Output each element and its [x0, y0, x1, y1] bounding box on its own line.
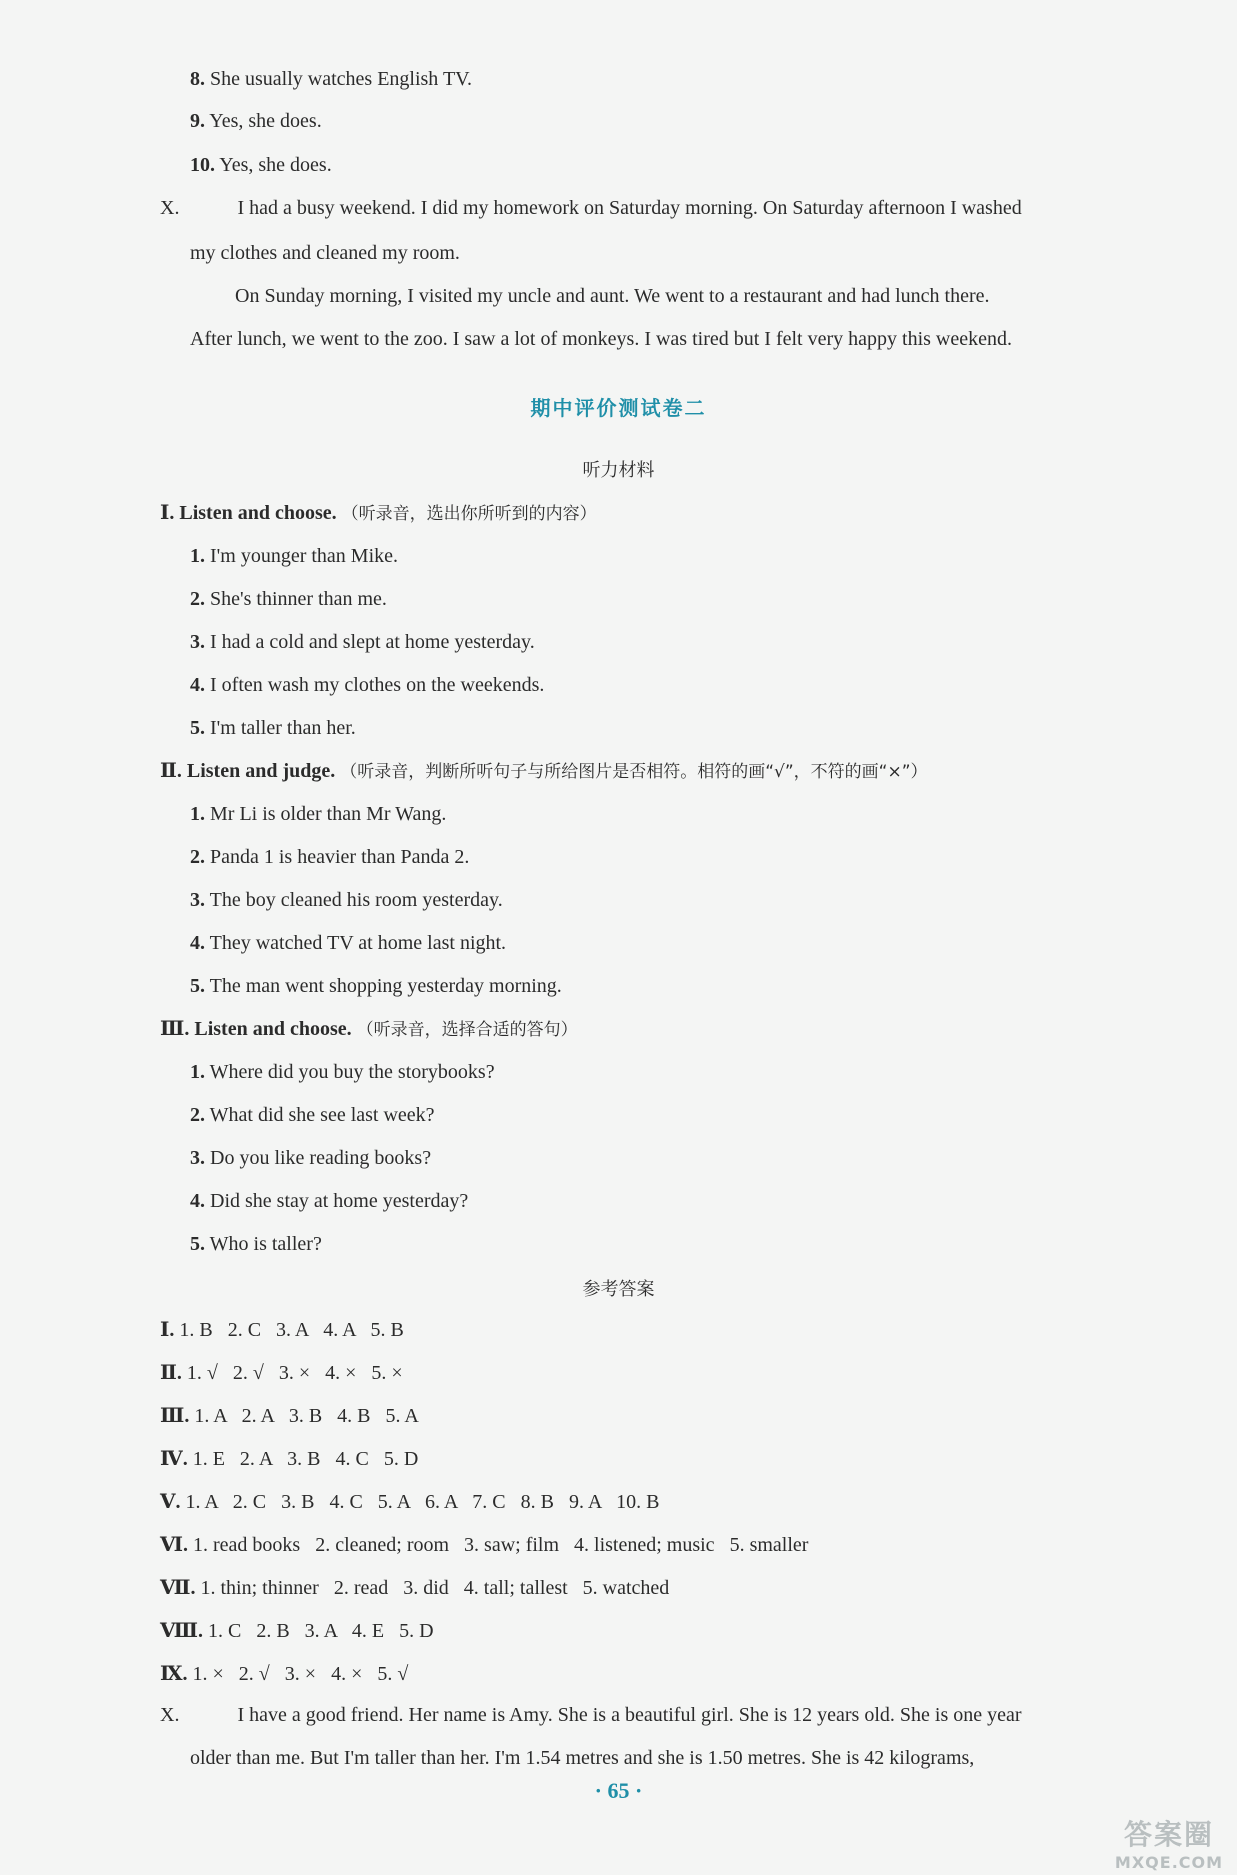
composition-text: my clothes and cleaned my room.	[190, 242, 460, 264]
section-x-composition-2-line1	[160, 1702, 1022, 1728]
composition-text: I had a busy weekend. I did my homework on Saturday morning. On Saturday afternoon I washed	[237, 197, 1022, 219]
section-x-composition-1-line1	[160, 195, 1022, 221]
part1-header	[160, 500, 597, 527]
part1-item	[190, 586, 387, 612]
item-text: They watched TV at home last night.	[209, 932, 507, 954]
test-title: 期中评价测试卷二	[530, 396, 707, 420]
section-x-composition-2-line2	[190, 1745, 974, 1771]
part1-item	[190, 629, 535, 655]
section-mark: Ⅸ.	[160, 1663, 188, 1685]
part3-item	[190, 1059, 495, 1085]
item-number: 5.	[190, 717, 205, 739]
answer-row	[160, 1446, 418, 1472]
section-mark: Ⅰ.	[160, 1319, 175, 1341]
answer-row	[160, 1532, 808, 1558]
item-text: Where did you buy the storybooks?	[209, 1061, 495, 1083]
section-mark: X.	[160, 1704, 180, 1726]
item-number: 3.	[190, 631, 205, 653]
item-number: 8.	[190, 68, 205, 90]
watermark-text-cn: 答案圈	[1123, 1818, 1214, 1851]
item-text: She's thinner than me.	[210, 588, 387, 610]
answer-row	[160, 1661, 408, 1687]
item-text: Who is taller?	[209, 1233, 322, 1255]
item-number: 1.	[190, 545, 205, 567]
composition-text: older than me. But I'm taller than her. I'm 1.54 metres and she is 1.50 metres. She is 42 kilograms,	[190, 1747, 975, 1769]
section-label: Listen and choose.	[194, 1018, 352, 1040]
section-mark: Ⅴ.	[160, 1491, 181, 1513]
composition-text: I have a good friend. Her name is Amy. She is a beautiful girl. She is 12 years old. She is one year	[237, 1704, 1022, 1726]
section-instruction: （听录音，判断所听句子与所给图片是否相符。相符的画“√”，不符的画“×”）	[340, 762, 928, 782]
section-mark: Ⅷ.	[160, 1620, 203, 1642]
part2-item	[190, 844, 469, 870]
answer-text: 1. B 2. C 3. A 4. A 5. B	[179, 1319, 404, 1341]
answer-item-10	[190, 152, 332, 178]
item-number: 5.	[190, 975, 205, 997]
section-mark: Ⅲ.	[160, 1018, 190, 1040]
section-x-composition-1-line4	[190, 326, 1012, 352]
answer-text: 1. A 2. A 3. B 4. B 5. A	[194, 1405, 419, 1427]
part1-item	[190, 715, 356, 741]
item-number: 1.	[190, 1061, 205, 1083]
section-mark: Ⅲ.	[160, 1405, 190, 1427]
answer-row	[160, 1618, 434, 1644]
answer-row	[160, 1575, 669, 1601]
answer-row	[160, 1360, 403, 1386]
item-text: I'm taller than her.	[210, 717, 356, 739]
site-watermark-logo	[1109, 1813, 1229, 1872]
section-x-composition-1-line3	[235, 283, 990, 309]
answer-text: 1. read books 2. cleaned; room 3. saw; film 4. listened; music 5. smaller	[193, 1534, 809, 1556]
item-text: I often wash my clothes on the weekends.	[210, 674, 545, 696]
answer-key-title: 参考答案	[582, 1279, 655, 1300]
section-label: Listen and choose.	[179, 502, 337, 524]
section-mark: Ⅱ.	[160, 760, 182, 782]
section-mark: Ⅵ.	[160, 1534, 188, 1556]
section-x-composition-1-line2	[190, 240, 460, 266]
page-number: · 65 ·	[594, 1778, 643, 1803]
item-text: Yes, she does.	[209, 110, 322, 132]
watermark-text-en: MXQE.COM	[1114, 1853, 1224, 1872]
item-number: 2.	[190, 588, 205, 610]
item-text: What did she see last week?	[209, 1104, 435, 1126]
item-number: 1.	[190, 803, 205, 825]
section-instruction: （听录音，选出你所听到的内容）	[341, 504, 597, 524]
item-text: Do you like reading books?	[210, 1147, 432, 1169]
item-number: 2.	[190, 1104, 205, 1126]
section-mark: Ⅱ.	[160, 1362, 182, 1384]
part2-item	[190, 801, 446, 827]
section-mark: Ⅰ.	[160, 502, 175, 524]
item-text: The boy cleaned his room yesterday.	[209, 889, 503, 911]
item-text: I'm younger than Mike.	[210, 545, 399, 567]
part2-header	[160, 758, 928, 785]
answer-text: 1. thin; thinner 2. read 3. did 4. tall; tallest 5. watched	[200, 1577, 670, 1599]
answer-row	[160, 1317, 404, 1343]
item-number: 10.	[190, 154, 215, 176]
item-number: 9.	[190, 110, 205, 132]
answer-row	[160, 1403, 419, 1429]
composition-text: After lunch, we went to the zoo. I saw a lot of monkeys. I was tired but I felt very happy this weekend.	[190, 328, 1012, 350]
part2-item	[190, 887, 503, 913]
answer-text: 1. C 2. B 3. A 4. E 5. D	[208, 1620, 434, 1642]
section-mark: Ⅶ.	[160, 1577, 196, 1599]
part3-item	[190, 1102, 435, 1128]
item-text: Yes, she does.	[219, 154, 332, 176]
item-number: 3.	[190, 889, 205, 911]
part3-item	[190, 1188, 468, 1214]
item-text: Panda 1 is heavier than Panda 2.	[210, 846, 470, 868]
part3-item	[190, 1231, 322, 1257]
answer-text: 1. × 2. √ 3. × 4. × 5. √	[192, 1663, 409, 1685]
part3-header	[160, 1016, 578, 1043]
item-number: 3.	[190, 1147, 205, 1169]
answer-row	[160, 1489, 660, 1515]
item-text: Did she stay at home yesterday?	[210, 1190, 469, 1212]
section-label: Listen and judge.	[186, 760, 336, 782]
answer-text: 1. A 2. C 3. B 4. C 5. A 6. A 7. C 8. B 9. A 10. B	[185, 1491, 660, 1513]
section-mark: X.	[160, 197, 180, 219]
item-text: She usually watches English TV.	[210, 68, 473, 90]
part3-item	[190, 1145, 431, 1171]
answer-item-9	[190, 108, 322, 134]
composition-text: On Sunday morning, I visited my uncle and aunt. We went to a restaurant and had lunch there.	[235, 285, 990, 307]
listening-material-title: 听力材料	[582, 460, 655, 481]
section-instruction: （听录音，选择合适的答句）	[356, 1020, 578, 1040]
item-number: 4.	[190, 1190, 205, 1212]
part1-item	[190, 672, 544, 698]
answer-item-8	[190, 66, 472, 92]
answer-text: 1. √ 2. √ 3. × 4. × 5. ×	[186, 1362, 403, 1384]
item-text: The man went shopping yesterday morning.	[209, 975, 562, 997]
item-number: 4.	[190, 674, 205, 696]
item-text: I had a cold and slept at home yesterday.	[210, 631, 535, 653]
part2-item	[190, 973, 562, 999]
item-number: 4.	[190, 932, 205, 954]
section-mark: Ⅳ.	[160, 1448, 188, 1470]
item-text: Mr Li is older than Mr Wang.	[210, 803, 447, 825]
item-number: 5.	[190, 1233, 205, 1255]
answer-text: 1. E 2. A 3. B 4. C 5. D	[192, 1448, 419, 1470]
part2-item	[190, 930, 506, 956]
part1-item	[190, 543, 398, 569]
item-number: 2.	[190, 846, 205, 868]
